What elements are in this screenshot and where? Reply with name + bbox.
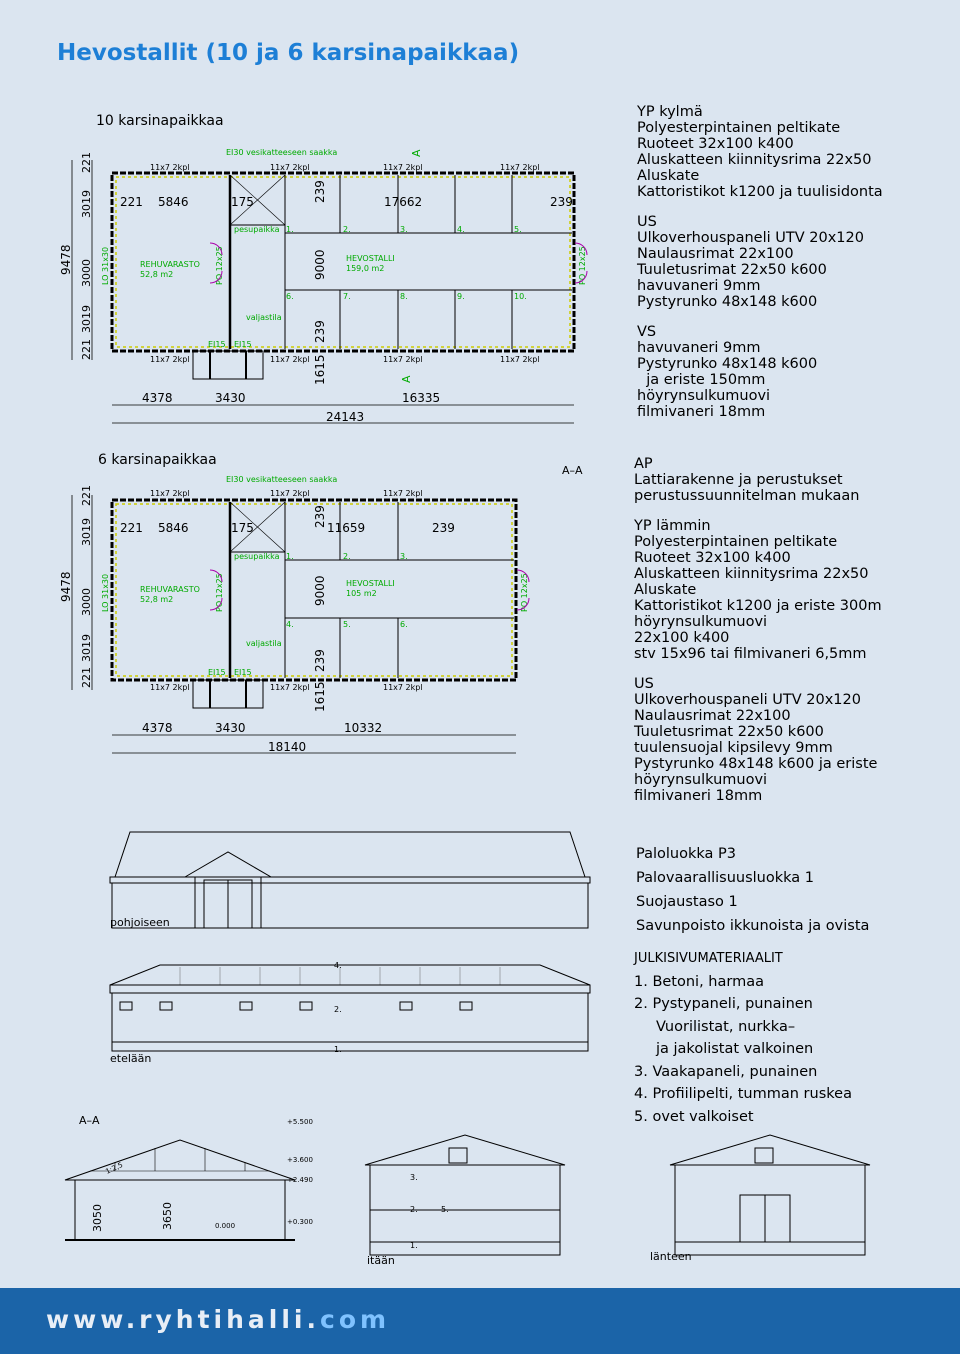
svg-text:11x7 2kpl: 11x7 2kpl bbox=[383, 355, 423, 364]
svg-text:3019: 3019 bbox=[80, 190, 93, 218]
svg-text:EI15: EI15 bbox=[234, 340, 252, 349]
svg-text:52,8 m2: 52,8 m2 bbox=[140, 270, 174, 279]
svg-text:9478: 9478 bbox=[59, 244, 73, 275]
svg-text:11x7 2kpl: 11x7 2kpl bbox=[383, 489, 423, 498]
svg-text:9000: 9000 bbox=[313, 575, 327, 606]
spec-cold-roof: YP kylmä Polyesterpintainen peltikate Ruoteet 32x100 k400 Aluskatteen kiinnitysrima 22x50 Aluskate Kattoristikot k1200 ja tuulisidonta US Ulkoverhouspaneli UTV 20x120 Naulausrimat 22x100 Tuuletusrimat 22x50 k600 havuvaneri 9mm Pystyrunko 48x148 k600 VS havuvaneri 9mm Pystyrunko 48x148 k600 ja eriste 150mm höyrynsulkumuovi filmivaneri 18mm bbox=[637, 104, 883, 420]
svg-text:3.: 3. bbox=[400, 552, 408, 561]
svg-text:LO 31x30: LO 31x30 bbox=[101, 573, 110, 612]
svg-text:2.: 2. bbox=[334, 1005, 342, 1014]
svg-text:159,0 m2: 159,0 m2 bbox=[346, 264, 385, 273]
svg-text:3019: 3019 bbox=[80, 634, 93, 662]
svg-text:A: A bbox=[400, 375, 413, 383]
svg-text:1615: 1615 bbox=[313, 681, 327, 712]
svg-text:175: 175 bbox=[231, 521, 254, 535]
svg-text:1.: 1. bbox=[286, 225, 294, 234]
svg-text:239: 239 bbox=[550, 195, 573, 209]
svg-text:105 m2: 105 m2 bbox=[346, 589, 377, 598]
svg-text:HEVOSTALLI: HEVOSTALLI bbox=[346, 254, 395, 263]
svg-text:239: 239 bbox=[313, 649, 327, 672]
svg-text:9.: 9. bbox=[457, 292, 465, 301]
svg-text:1.: 1. bbox=[334, 1045, 342, 1054]
svg-text:221: 221 bbox=[120, 521, 143, 535]
svg-text:24143: 24143 bbox=[326, 410, 365, 424]
svg-text:PO 12x25: PO 12x25 bbox=[578, 246, 587, 285]
svg-text:3050: 3050 bbox=[91, 1204, 104, 1232]
svg-text:6.: 6. bbox=[286, 292, 294, 301]
svg-text:4378: 4378 bbox=[142, 391, 173, 405]
svg-text:3019: 3019 bbox=[80, 518, 93, 546]
svg-text:1615: 1615 bbox=[313, 354, 327, 385]
section-a-a bbox=[55, 1110, 320, 1260]
svg-text:2.: 2. bbox=[343, 552, 351, 561]
svg-text:4.: 4. bbox=[457, 225, 465, 234]
website-link[interactable]: www.ryhtihalli.com bbox=[46, 1305, 391, 1334]
svg-text:2.: 2. bbox=[343, 225, 351, 234]
svg-text:3019: 3019 bbox=[80, 305, 93, 333]
svg-text:4.: 4. bbox=[286, 620, 294, 629]
svg-text:239: 239 bbox=[313, 505, 327, 528]
svg-text:7.: 7. bbox=[343, 292, 351, 301]
svg-text:6.: 6. bbox=[400, 620, 408, 629]
elevation-south bbox=[100, 950, 600, 1070]
svg-text:A: A bbox=[410, 149, 423, 157]
svg-text:11x7 2kpl: 11x7 2kpl bbox=[150, 163, 190, 172]
floor-plan-10 bbox=[50, 105, 620, 430]
svg-text:itään: itään bbox=[367, 1254, 395, 1267]
svg-text:5.: 5. bbox=[514, 225, 522, 234]
svg-text:5.: 5. bbox=[343, 620, 351, 629]
svg-text:4.: 4. bbox=[334, 961, 342, 970]
svg-text:5846: 5846 bbox=[158, 195, 189, 209]
svg-text:EI30 vesikatteeseen saakka: EI30 vesikatteeseen saakka bbox=[226, 475, 338, 484]
svg-text:11x7 2kpl: 11x7 2kpl bbox=[500, 355, 540, 364]
svg-text:REHUVARASTO: REHUVARASTO bbox=[140, 585, 200, 594]
svg-text:A–A: A–A bbox=[562, 464, 583, 477]
svg-text:10.: 10. bbox=[514, 292, 527, 301]
elevation-east bbox=[355, 1130, 595, 1270]
svg-text:etelään: etelään bbox=[110, 1052, 152, 1065]
svg-text:LO 31x30: LO 31x30 bbox=[101, 246, 110, 285]
svg-text:52,8 m2: 52,8 m2 bbox=[140, 595, 174, 604]
svg-text:valjastila: valjastila bbox=[246, 639, 282, 648]
svg-text:11x7 2kpl: 11x7 2kpl bbox=[270, 163, 310, 172]
svg-text:11x7 2kpl: 11x7 2kpl bbox=[150, 355, 190, 364]
svg-text:239: 239 bbox=[313, 180, 327, 203]
svg-text:1.: 1. bbox=[286, 552, 294, 561]
svg-text:EI15: EI15 bbox=[234, 668, 252, 677]
svg-text:1:2,5: 1:2,5 bbox=[104, 1160, 125, 1176]
svg-text:11x7 2kpl: 11x7 2kpl bbox=[500, 163, 540, 172]
spec-warm: AP Lattiarakenne ja perustukset perustussuunnitelman mukaan YP lämmin Polyesterpintainen peltikate Ruoteet 32x100 k400 Aluskatteen kiinnitysrima 22x50 Aluskate Kattoristikot k1200 ja eriste 300m höyrynsulkumuovi 22x100 k400 stv 15x96 tai filmivaneri 6,5mm US Ulkoverhouspaneli UTV 20x120 Naulausrimat 22x100 Tuuletusrimat 22x50 k600 tuulensuojal kipsilevy 9mm Pystyrunko 48x148 k600 ja eriste höyrynsulkumuovi filmivaneri 18mm bbox=[634, 456, 882, 804]
svg-text:239: 239 bbox=[313, 320, 327, 343]
svg-text:17662: 17662 bbox=[384, 195, 423, 209]
svg-text:HEVOSTALLI: HEVOSTALLI bbox=[346, 579, 395, 588]
svg-text:3000: 3000 bbox=[80, 588, 93, 616]
svg-text:11x7 2kpl: 11x7 2kpl bbox=[270, 489, 310, 498]
svg-text:221: 221 bbox=[80, 485, 93, 506]
svg-text:valjastila: valjastila bbox=[246, 313, 282, 322]
fire-info: Paloluokka P3 Palovaarallisuusluokka 1 Suojaustaso 1 Savunpoisto ikkunoista ja ovista bbox=[636, 846, 870, 934]
svg-text:pesupaikka: pesupaikka bbox=[234, 552, 280, 561]
svg-text:3.: 3. bbox=[400, 225, 408, 234]
svg-text:3430: 3430 bbox=[215, 391, 246, 405]
svg-text:5846: 5846 bbox=[158, 521, 189, 535]
svg-text:11x7 2kpl: 11x7 2kpl bbox=[383, 683, 423, 692]
svg-text:+3.600: +3.600 bbox=[287, 1156, 313, 1164]
svg-text:11x7 2kpl: 11x7 2kpl bbox=[270, 683, 310, 692]
svg-text:EI15: EI15 bbox=[208, 668, 226, 677]
svg-text:3430: 3430 bbox=[215, 721, 246, 735]
svg-text:4378: 4378 bbox=[142, 721, 173, 735]
svg-text:9000: 9000 bbox=[313, 249, 327, 280]
plan-label: 10 karsinapaikkaa bbox=[96, 113, 224, 129]
svg-text:3650: 3650 bbox=[161, 1202, 174, 1230]
svg-text:11x7 2kpl: 11x7 2kpl bbox=[383, 163, 423, 172]
svg-text:16335: 16335 bbox=[402, 391, 441, 405]
svg-text:1.: 1. bbox=[410, 1241, 418, 1250]
svg-text:+0.300: +0.300 bbox=[287, 1218, 313, 1226]
svg-text:11x7 2kpl: 11x7 2kpl bbox=[150, 489, 190, 498]
svg-text:länteen: länteen bbox=[650, 1250, 692, 1263]
elevation-west bbox=[630, 1130, 895, 1270]
svg-text:221: 221 bbox=[80, 667, 93, 688]
svg-text:11659: 11659 bbox=[327, 521, 366, 535]
floor-plan-6 bbox=[50, 440, 610, 760]
svg-text:+5.500: +5.500 bbox=[287, 1118, 313, 1126]
svg-text:8.: 8. bbox=[400, 292, 408, 301]
svg-text:3000: 3000 bbox=[80, 259, 93, 287]
svg-text:5.: 5. bbox=[441, 1205, 449, 1214]
svg-text:2.: 2. bbox=[410, 1205, 418, 1214]
svg-text:PO 12x25: PO 12x25 bbox=[215, 246, 224, 285]
svg-text:221: 221 bbox=[80, 152, 93, 173]
svg-text:pesupaikka: pesupaikka bbox=[234, 225, 280, 234]
page-title: Hevostallit (10 ja 6 karsinapaikkaa) bbox=[57, 40, 520, 66]
svg-text:175: 175 bbox=[231, 195, 254, 209]
svg-text:EI15: EI15 bbox=[208, 340, 226, 349]
fire-wall-label: EI30 vesikatteeseen saakka bbox=[226, 148, 338, 157]
svg-text:A–A: A–A bbox=[79, 1114, 100, 1127]
svg-text:+2.490: +2.490 bbox=[287, 1176, 313, 1184]
svg-text:10332: 10332 bbox=[344, 721, 383, 735]
svg-text:11x7 2kpl: 11x7 2kpl bbox=[270, 355, 310, 364]
svg-text:REHUVARASTO: REHUVARASTO bbox=[140, 260, 200, 269]
svg-text:11x7 2kpl: 11x7 2kpl bbox=[150, 683, 190, 692]
svg-text:0.000: 0.000 bbox=[215, 1222, 236, 1230]
svg-text:pohjoiseen: pohjoiseen bbox=[110, 916, 170, 929]
svg-text:PO 12x25: PO 12x25 bbox=[215, 573, 224, 612]
svg-text:18140: 18140 bbox=[268, 740, 307, 754]
svg-text:239: 239 bbox=[432, 521, 455, 535]
svg-text:221: 221 bbox=[80, 339, 93, 360]
svg-text:3.: 3. bbox=[410, 1173, 418, 1182]
svg-text:221: 221 bbox=[120, 195, 143, 209]
svg-text:9478: 9478 bbox=[59, 571, 73, 602]
elevation-north bbox=[100, 822, 600, 937]
svg-text:PO 12x25: PO 12x25 bbox=[520, 573, 529, 612]
materials-list: JULKISIVUMATERIAALIT 1. Betoni, harmaa 2. Pystypaneli, punainen Vuorilistat, nurkka– ja jakolistat valkoinen 3. Vaakapaneli, punainen 4. Profiilipelti, tumman ruskea 5. ovet valkoiset bbox=[634, 951, 852, 1125]
plan-label: 6 karsinapaikkaa bbox=[98, 452, 217, 468]
